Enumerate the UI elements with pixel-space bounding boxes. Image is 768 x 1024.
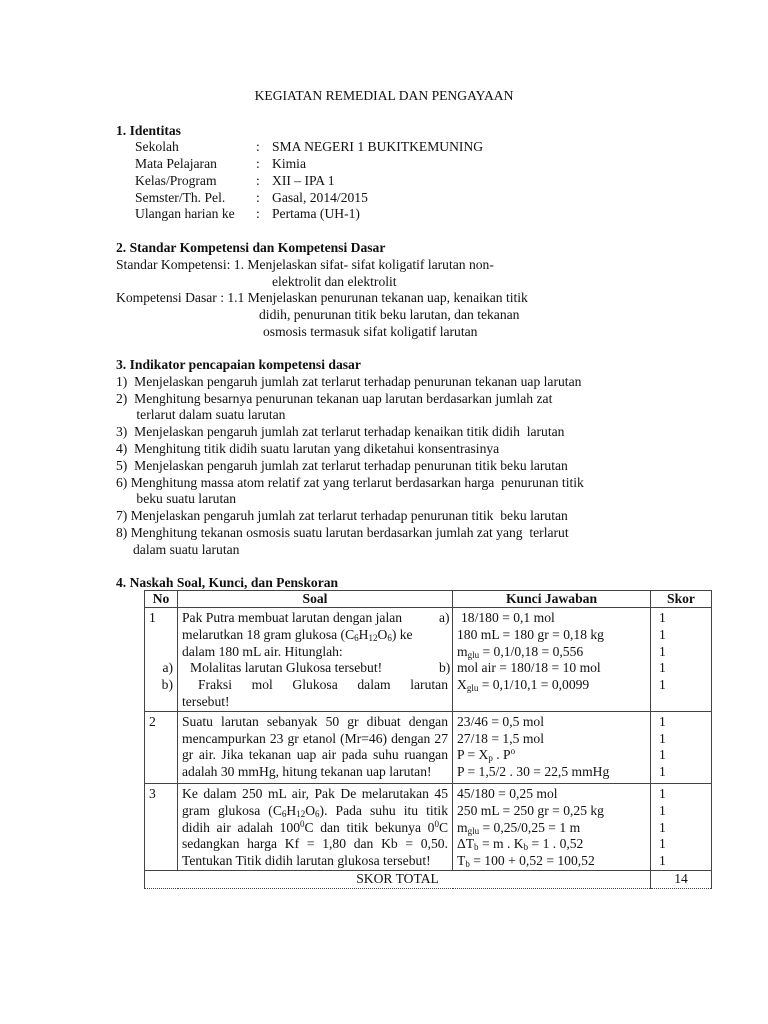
header-kunci: Kunci Jawaban bbox=[453, 591, 651, 608]
score-value: 1 bbox=[659, 677, 666, 693]
answer-text: ΔT bbox=[457, 836, 475, 852]
question-text-part: H bbox=[358, 626, 369, 642]
answer-text: . P bbox=[492, 747, 511, 763]
score-value: 1 bbox=[659, 713, 666, 729]
answer-key-table bbox=[144, 590, 712, 889]
answer-line: 45/180 = 0,25 mol bbox=[457, 785, 558, 801]
question-text-part: dan titik bekunya 0 bbox=[320, 819, 435, 835]
indikator-item: dalam suatu larutan bbox=[116, 542, 240, 557]
answer-text: = 0,25/0,25 = 1 m bbox=[479, 819, 581, 835]
total-label: SKOR TOTAL bbox=[145, 870, 651, 888]
answer-text: T bbox=[457, 853, 466, 869]
score-value: 1 bbox=[659, 819, 666, 835]
superscript: o bbox=[510, 746, 516, 757]
score-value: 1 bbox=[659, 836, 666, 852]
answer-line: P = 1,5/2 . 30 = 22,5 mmHg bbox=[457, 764, 610, 780]
answer-text: m bbox=[457, 819, 468, 835]
identitas-value: SMA NEGERI 1 BUKITKEMUNING bbox=[272, 139, 484, 154]
identitas-label: Kelas/Program bbox=[135, 173, 217, 188]
identitas-label: Semster/Th. Pel. bbox=[135, 190, 226, 205]
identitas-colon: : bbox=[256, 139, 260, 154]
item-marker: a) bbox=[162, 660, 173, 676]
section-standar-heading: 2. Standar Kompetensi dan Kompetensi Dasar bbox=[116, 240, 386, 255]
subscript: glu bbox=[467, 649, 480, 660]
subscript: b bbox=[474, 842, 479, 853]
question-subitem: tersebut! bbox=[182, 693, 230, 709]
question-text-part: ). bbox=[319, 802, 328, 818]
indikator-item: 4) Menghitung titik didih suatu larutan yang diketahui konsentrasinya bbox=[116, 441, 500, 456]
subscript: b bbox=[523, 842, 529, 853]
page-title: KEGIATAN REMEDIAL DAN PENGAYAAN bbox=[254, 88, 514, 103]
question-line: dalam 180 mL air. Hitunglah: bbox=[182, 643, 343, 659]
indikator-item: beku suatu larutan bbox=[116, 491, 237, 506]
header-skor: Skor bbox=[651, 591, 712, 608]
identitas-label: Mata Pelajaran bbox=[135, 156, 217, 171]
answer-line bbox=[457, 820, 646, 837]
superscript: 0 bbox=[434, 818, 439, 829]
question-number: 3 bbox=[145, 783, 178, 870]
question-number-text: 1 bbox=[149, 610, 156, 625]
header-no: No bbox=[145, 591, 178, 608]
answer-key bbox=[453, 783, 651, 870]
score-value: 1 bbox=[659, 747, 666, 763]
question-subitem: Molalitas larutan Glukosa tersebut! bbox=[190, 660, 383, 676]
score-value: 1 bbox=[659, 643, 666, 659]
question-number: 2 bbox=[145, 711, 178, 783]
answer-text: = 0,1/10,1 = 0,0099 bbox=[478, 677, 590, 693]
section-naskah-heading: 4. Naskah Soal, Kunci, dan Penskoran bbox=[116, 575, 339, 590]
standar-kompetensi-line: elektrolit dan elektrolit bbox=[272, 274, 397, 289]
subscript: glu bbox=[466, 683, 479, 694]
score-cell bbox=[651, 711, 712, 783]
answer-marker: a) bbox=[439, 610, 450, 625]
section-indikator-heading: 3. Indikator pencapaian kompetensi dasar bbox=[116, 357, 361, 372]
question-text-part: H bbox=[286, 802, 297, 818]
subscript: 6 bbox=[387, 632, 392, 643]
question-text-part: O bbox=[377, 626, 388, 642]
subscript: 6 bbox=[315, 808, 320, 819]
answer-key bbox=[453, 711, 651, 783]
table-row bbox=[145, 608, 712, 712]
item-marker: b) bbox=[161, 677, 173, 693]
section-identitas-heading: 1. Identitas bbox=[116, 123, 181, 138]
question-text-part: Pada suhu itu titik didih air adalah 100 bbox=[182, 802, 448, 835]
superscript: 0 bbox=[300, 818, 305, 829]
total-value: 14 bbox=[651, 870, 712, 888]
question-text-part: Ke dalam 250 mL air, Pak De melarutakan 45 gram glukosa (C bbox=[182, 785, 448, 818]
total-row bbox=[145, 870, 712, 888]
answer-line bbox=[457, 677, 646, 694]
answer-text: P = X bbox=[457, 747, 489, 763]
indikator-item: 5) Menjelaskan pengaruh jumlah zat terlarut terhadap penurunan titik beku larutan bbox=[116, 458, 568, 473]
score-value: 1 bbox=[659, 853, 666, 869]
subscript: 12 bbox=[368, 632, 378, 643]
identitas-colon: : bbox=[256, 173, 260, 188]
answer-line bbox=[457, 853, 646, 870]
table-header-row bbox=[145, 591, 712, 608]
identitas-value: Pertama (UH-1) bbox=[272, 206, 360, 221]
header-soal: Soal bbox=[178, 591, 453, 608]
score-value: 1 bbox=[659, 730, 666, 746]
identitas-value: Kimia bbox=[272, 156, 306, 171]
identitas-value: Gasal, 2014/2015 bbox=[272, 190, 368, 205]
identitas-label: Ulangan harian ke bbox=[135, 206, 235, 221]
table-row bbox=[145, 783, 712, 870]
indikator-item: 6) Menghitung massa atom relatif zat yang terlarut berdasarkan harga penurunan titik bbox=[116, 475, 584, 490]
answer-key bbox=[439, 608, 651, 712]
subscript: 6 bbox=[354, 632, 359, 643]
subscript: glu bbox=[467, 825, 480, 836]
score-value: 1 bbox=[659, 802, 666, 818]
indikator-item: 2) Menghitung besarnya penurunan tekanan uap larutan berdasarkan jumlah zat bbox=[116, 391, 553, 406]
question-text bbox=[178, 608, 453, 712]
indikator-item: 1) Menjelaskan pengaruh jumlah zat terlarut terhadap penurunan tekanan uap larutan bbox=[116, 374, 582, 389]
identitas-label: Sekolah bbox=[135, 139, 179, 154]
score-value: 1 bbox=[659, 764, 666, 780]
score-cell bbox=[651, 783, 712, 870]
score-value: 1 bbox=[659, 610, 666, 625]
indikator-item: 8) Menghitung tekanan osmosis suatu larutan berdasarkan jumlah zat yang terlarut bbox=[116, 525, 569, 540]
answer-text: = 100 + 0,52 = 100,52 bbox=[469, 853, 595, 869]
identitas-colon: : bbox=[256, 206, 260, 221]
answer-line: 180 mL = 180 gr = 0,18 kg bbox=[457, 626, 604, 642]
question-number bbox=[145, 608, 178, 712]
question-text-part: melarutkan 18 gram glukosa (C bbox=[182, 626, 355, 642]
answer-text: = 1 . 0,52 bbox=[528, 836, 584, 852]
answer-line bbox=[457, 747, 646, 764]
indikator-item: 3) Menjelaskan pengaruh jumlah zat terlarut terhadap kenaikan titik didih larutan bbox=[116, 424, 565, 439]
answer-marker: b) bbox=[439, 660, 451, 675]
kompetensi-dasar-line: didih, penurunan titik beku larutan, dan tekanan bbox=[259, 307, 520, 322]
standar-kompetensi-line: Standar Kompetensi: 1. Menjelaskan sifat- sifat koligatif larutan non- bbox=[116, 257, 494, 272]
score-value: 1 bbox=[659, 626, 666, 642]
answer-line: 250 mL = 250 gr = 0,25 kg bbox=[457, 802, 604, 818]
answer-text: X bbox=[457, 677, 467, 693]
answer-text: = m . K bbox=[478, 836, 524, 852]
score-value: 1 bbox=[659, 785, 666, 801]
identitas-colon: : bbox=[256, 190, 260, 205]
identitas-colon: : bbox=[256, 156, 260, 171]
question-line bbox=[182, 627, 448, 644]
answer-text: = 0,1/0,18 = 0,556 bbox=[479, 643, 584, 659]
subscript: 12 bbox=[296, 808, 306, 819]
question-line: Pak Putra membuat larutan dengan jalan bbox=[182, 610, 403, 625]
answer-line: mol air = 180/18 = 10 mol bbox=[457, 660, 601, 676]
identitas-value: XII – IPA 1 bbox=[272, 173, 335, 188]
score-cell bbox=[651, 608, 712, 712]
table-row bbox=[145, 711, 712, 783]
kompetensi-dasar-line: Kompetensi Dasar : 1.1 Menjelaskan penurunan tekanan uap, kenaikan titik bbox=[116, 290, 528, 305]
score-value: 1 bbox=[659, 660, 666, 676]
question-subitem: Fraksi mol Glukosa dalam larutan bbox=[198, 677, 448, 693]
question-text bbox=[178, 783, 453, 870]
answer-line bbox=[457, 836, 646, 853]
question-text-part: ) ke bbox=[391, 626, 413, 642]
indikator-item: terlarut dalam suatu larutan bbox=[116, 407, 286, 422]
question-text: Suatu larutan sebanyak 50 gr dibuat dengan mencampurkan 23 gr etanol (Mr=46) dengan 27 gr air. Jika tekanan uap air pada suhu ruangan adalah 30 mmHg, hitung tekanan uap larutan! bbox=[178, 711, 453, 783]
subscript: b bbox=[465, 859, 470, 870]
answer-line: 18/180 = 0,1 mol bbox=[461, 610, 555, 625]
answer-text: m bbox=[457, 643, 468, 659]
answer-line: 27/18 = 1,5 mol bbox=[457, 730, 544, 746]
answer-line: 23/46 = 0,5 mol bbox=[457, 713, 544, 729]
question-text-part: C bbox=[304, 819, 314, 835]
subscript: 6 bbox=[281, 808, 287, 819]
answer-line bbox=[457, 644, 646, 661]
kompetensi-dasar-line: osmosis termasuk sifat koligatif larutan bbox=[263, 324, 478, 339]
subscript: p bbox=[488, 753, 493, 764]
question-text-part: C sedangkan harga Kf = 1,80 dan Kb = 0,50. Tentukan Titik didih larutan glukosa tersebut! bbox=[182, 819, 449, 869]
indikator-item: 7) Menjelaskan pengaruh jumlah zat terlarut terhadap penurunan titik beku larutan bbox=[116, 508, 568, 523]
question-text-part: O bbox=[305, 802, 316, 818]
